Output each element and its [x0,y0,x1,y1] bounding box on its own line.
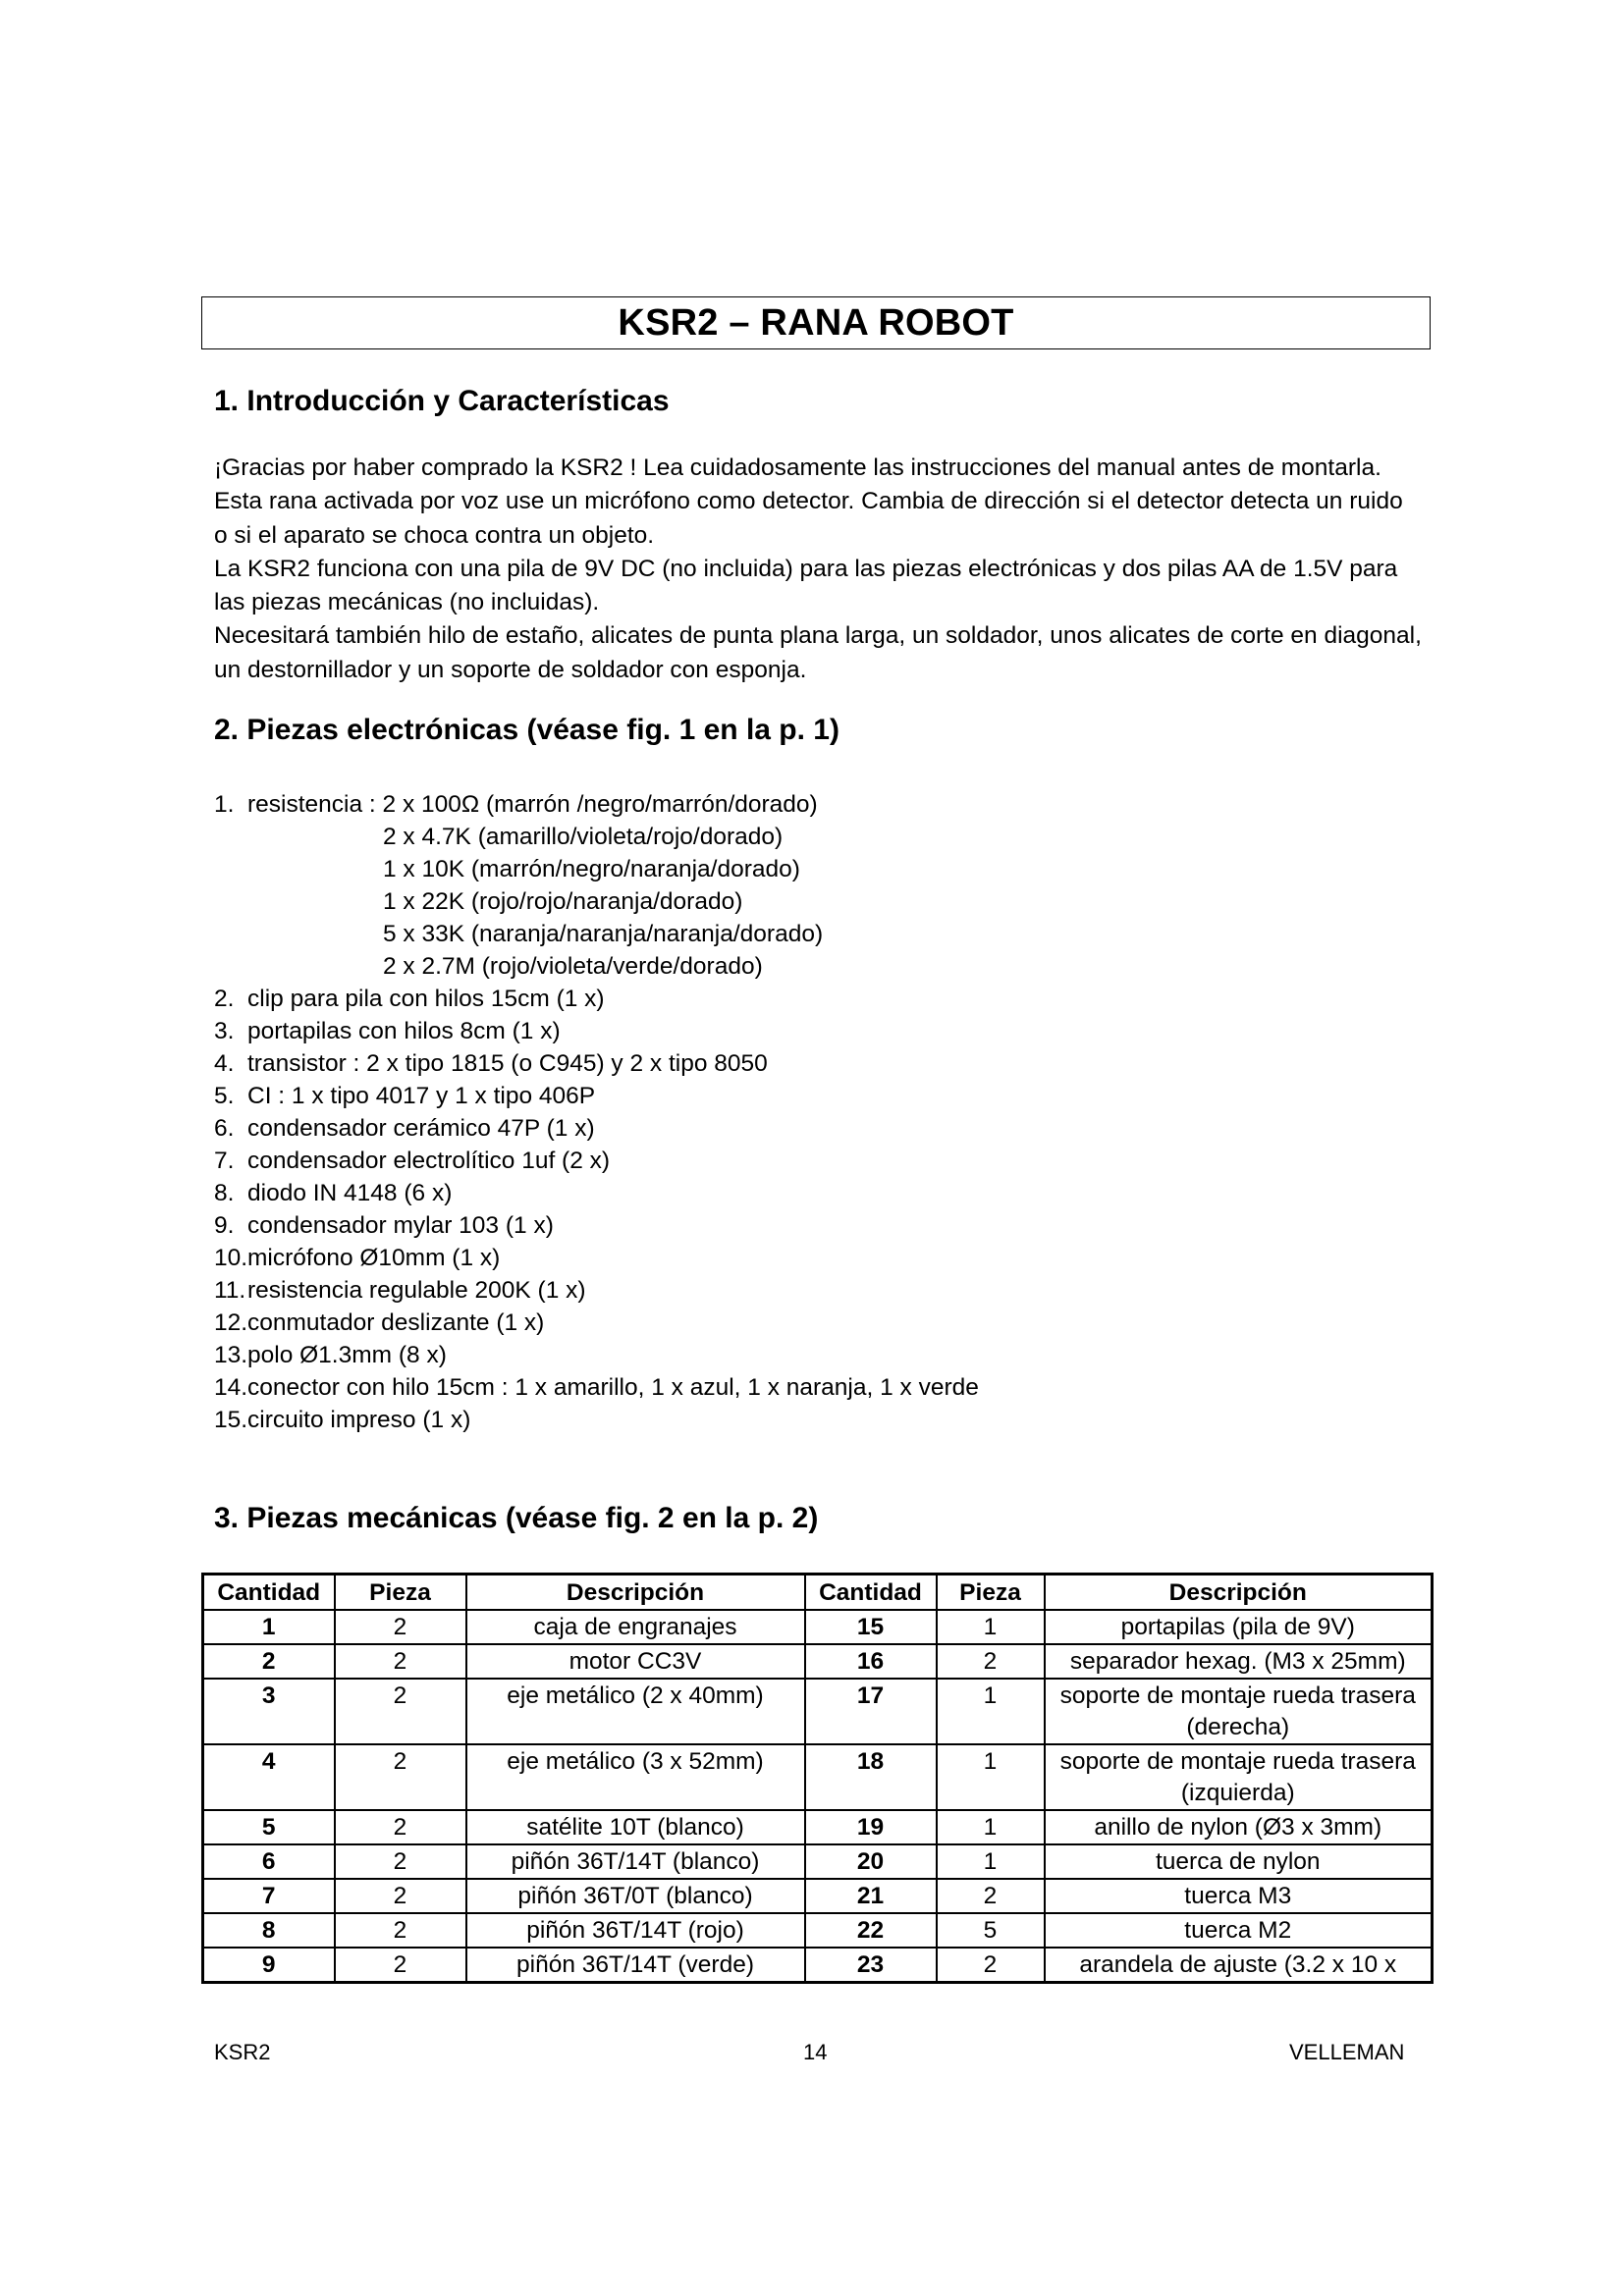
table-cell: 3 [203,1679,335,1744]
electronic-parts-list [214,788,1422,1436]
table-cell: 4 [203,1744,335,1810]
table-row [203,1948,1433,1983]
table-cell: 2 [937,1879,1045,1913]
table-cell: 23 [805,1948,937,1983]
column-header: Cantidad [805,1575,937,1611]
table-cell: separador hexag. (M3 x 25mm) [1045,1644,1433,1679]
table-cell: piñón 36T/14T (verde) [466,1948,805,1983]
table-cell: piñón 36T/14T (rojo) [466,1913,805,1948]
table-cell: 2 [335,1879,466,1913]
resistor-first-line: resistencia : 2 x 100Ω (marrón /negro/marrón/dorado) [247,791,818,818]
column-header: Descripción [466,1575,805,1611]
table-body [203,1610,1433,1983]
table-cell: tuerca de nylon [1045,1844,1433,1879]
intro-paragraph: Esta rana activada por voz use un micrófono como detector. Cambia de dirección si el detector detecta un ruido o si el aparato se choca contra un objeto. [214,488,1403,549]
table-cell: 6 [203,1844,335,1879]
table-cell: 2 [203,1644,335,1679]
resistor-line: 1 x 10K (marrón/negro/naranja/dorado) [383,856,800,882]
list-item: 10. micrófono Ø10mm (1 x) [214,1245,501,1271]
resistor-line: 5 x 33K (naranja/naranja/naranja/dorado) [383,921,824,947]
intro-paragraph: La KSR2 funciona con una pila de 9V DC (no incluida) para las piezas electrónicas y dos pilas AA de 1.5V para las piezas mecánicas (no incluidas). [214,555,1398,616]
table-row [203,1679,1433,1744]
table-cell: 2 [335,1644,466,1679]
table-cell: arandela de ajuste (3.2 x 10 x [1045,1948,1433,1983]
table-cell: 5 [203,1810,335,1844]
section3-heading: 3. Piezas mecánicas (véase fig. 2 en la p. 2) [214,1502,819,1534]
table-cell: 5 [937,1913,1045,1948]
table-cell: 1 [937,1844,1045,1879]
table-cell: eje metálico (2 x 40mm) [466,1679,805,1744]
intro-paragraph: ¡Gracias por haber comprado la KSR2 ! Lea cuidadosamente las instrucciones del manual antes de montarla. [214,454,1381,481]
table-header-row [203,1575,1433,1611]
table-cell: 20 [805,1844,937,1879]
table-cell: 2 [335,1679,466,1744]
table-cell: 15 [805,1610,937,1644]
table-cell: piñón 36T/14T (blanco) [466,1844,805,1879]
intro-paragraph: Necesitará también hilo de estaño, alicates de punta plana larga, un soldador, unos alicates de corte en diagonal, un destornillador y un soporte de soldador con esponja. [214,622,1422,683]
table-cell: 22 [805,1913,937,1948]
table-cell: 2 [937,1644,1045,1679]
resistor-line: 1 x 22K (rojo/rojo/naranja/dorado) [383,888,743,915]
table-cell: 2 [335,1744,466,1810]
table-row [203,1844,1433,1879]
list-item: 5. CI : 1 x tipo 4017 y 1 x tipo 406P [214,1083,596,1109]
table-cell: 19 [805,1810,937,1844]
table-cell: 7 [203,1879,335,1913]
table-cell: 1 [937,1610,1045,1644]
list-item: 7. condensador electrolítico 1uf (2 x) [214,1148,611,1174]
section2-heading: 2. Piezas electrónicas (véase fig. 1 en la p. 1) [214,714,839,746]
table-cell: 1 [937,1810,1045,1844]
list-item: 6. condensador cerámico 47P (1 x) [214,1115,595,1142]
table-cell: soporte de montaje rueda trasera (izquierda) [1045,1744,1433,1810]
section1-heading: 1. Introducción y Características [214,385,670,417]
table-cell: 2 [335,1810,466,1844]
table-cell: 1 [203,1610,335,1644]
table-cell: 18 [805,1744,937,1810]
table-cell: motor CC3V [466,1644,805,1679]
table-cell: portapilas (pila de 9V) [1045,1610,1433,1644]
list-item: 13. polo Ø1.3mm (8 x) [214,1342,447,1368]
list-item: 9. condensador mylar 103 (1 x) [214,1212,554,1239]
column-header: Descripción [1045,1575,1433,1611]
resistor-line: 2 x 2.7M (rojo/violeta/verde/dorado) [383,953,763,980]
table-cell: 1 [937,1744,1045,1810]
footer-right: VELLEMAN [1289,2040,1405,2064]
table-cell: anillo de nylon (Ø3 x 3mm) [1045,1810,1433,1844]
table-cell: tuerca M2 [1045,1913,1433,1948]
table-cell: 17 [805,1679,937,1744]
footer-left: KSR2 [214,2040,271,2064]
mechanical-parts-table [201,1573,1434,1984]
table-cell: 2 [335,1913,466,1948]
table-cell: piñón 36T/0T (blanco) [466,1879,805,1913]
column-header: Pieza [937,1575,1045,1611]
list-item: 12. conmutador deslizante (1 x) [214,1309,545,1336]
table-cell: 2 [335,1948,466,1983]
table-row [203,1879,1433,1913]
table-row [203,1913,1433,1948]
table-cell: soporte de montaje rueda trasera (derecha) [1045,1679,1433,1744]
table-cell: 21 [805,1879,937,1913]
table-cell: tuerca M3 [1045,1879,1433,1913]
table-cell: caja de engranajes [466,1610,805,1644]
table-cell: 2 [335,1610,466,1644]
table-cell: 8 [203,1913,335,1948]
table-cell: eje metálico (3 x 52mm) [466,1744,805,1810]
list-item: 8. diodo IN 4148 (6 x) [214,1180,453,1206]
list-item: 4. transistor : 2 x tipo 1815 (o C945) y 2 x tipo 8050 [214,1050,768,1077]
list-item: 14. conector con hilo 15cm : 1 x amarillo, 1 x azul, 1 x naranja, 1 x verde [214,1374,979,1401]
column-header: Pieza [335,1575,466,1611]
list-item: 11. resistencia regulable 200K (1 x) [214,1277,586,1304]
list-item: 15. circuito impreso (1 x) [214,1407,471,1433]
resistor-line: 2 x 4.7K (amarillo/violeta/rojo/dorado) [383,824,784,850]
table-row [203,1744,1433,1810]
table-cell: 2 [937,1948,1045,1983]
table-row [203,1810,1433,1844]
table-row [203,1644,1433,1679]
page-number: 14 [803,2040,828,2064]
list-item: 1. resistencia : 2 x 100Ω (marrón /negro/marrón/dorado) [214,788,1422,821]
intro-text [214,452,1422,687]
list-item: 3. portapilas con hilos 8cm (1 x) [214,1018,561,1044]
table-cell: 2 [335,1844,466,1879]
title-box [201,296,1431,349]
column-header: Cantidad [203,1575,335,1611]
table-row [203,1610,1433,1644]
list-item: 2. clip para pila con hilos 15cm (1 x) [214,986,605,1012]
table-cell: 16 [805,1644,937,1679]
page-title: KSR2 – RANA ROBOT [618,301,1014,344]
table-cell: 9 [203,1948,335,1983]
table-cell: satélite 10T (blanco) [466,1810,805,1844]
table-cell: 1 [937,1679,1045,1744]
